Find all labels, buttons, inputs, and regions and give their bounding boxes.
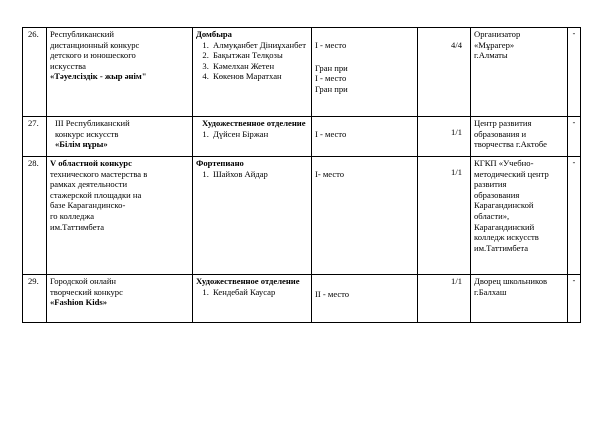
event-line: искусства bbox=[50, 60, 86, 71]
participant-list bbox=[196, 40, 308, 82]
place: II - место bbox=[315, 289, 350, 299]
place: Гран при bbox=[315, 83, 348, 94]
event-line: им.Таттимбета bbox=[50, 221, 105, 232]
organizer-cell bbox=[471, 157, 568, 275]
participants-cell bbox=[193, 275, 312, 323]
place: I - место bbox=[315, 40, 347, 50]
note-cell: - bbox=[568, 28, 581, 117]
event-title: «Тәуелсіздік - жыр әнім" bbox=[50, 71, 147, 82]
department-label: Художественное отделение bbox=[202, 118, 306, 128]
table-row bbox=[23, 117, 581, 157]
place-cell bbox=[312, 28, 418, 117]
event-title: «Білім нұры» bbox=[55, 139, 108, 150]
participant: 1. Кендебай Каусар bbox=[211, 287, 308, 298]
participant: 1. Дүйсен Біржан bbox=[211, 129, 308, 140]
count-cell bbox=[418, 275, 471, 323]
participant: 2. Бақытжан Телқозы bbox=[211, 50, 308, 61]
place-cell bbox=[312, 117, 418, 157]
participant: 1. Алмуқанбет Діниұханбет bbox=[211, 40, 308, 51]
note-cell: - bbox=[568, 275, 581, 323]
event-line: детского и юношеского bbox=[50, 50, 136, 61]
event-line: базе Карагандинско- bbox=[50, 200, 126, 211]
participants-cell bbox=[193, 28, 312, 117]
event-cell bbox=[47, 117, 193, 157]
participants-cell bbox=[193, 117, 312, 157]
row-number: 29. bbox=[23, 275, 47, 323]
participant: 1. Шайхов Айдар bbox=[211, 169, 308, 180]
organizer-line: колледж искусств bbox=[474, 232, 539, 243]
row-number: 27. bbox=[23, 117, 47, 157]
row-number: 26. bbox=[23, 28, 47, 117]
participant-list bbox=[196, 169, 308, 180]
place: Гран при bbox=[315, 62, 348, 73]
organizer-line: им.Таттимбета bbox=[474, 242, 529, 253]
event-cell bbox=[47, 157, 193, 275]
count-cell bbox=[418, 117, 471, 157]
results-table bbox=[22, 27, 581, 323]
place: I - место bbox=[315, 73, 347, 84]
organizer-line: образования и bbox=[474, 128, 527, 139]
participant-list bbox=[196, 287, 308, 298]
event-title: «Fashion Kids» bbox=[50, 297, 108, 308]
note-cell: - bbox=[568, 117, 581, 157]
event-line: Городской онлайн bbox=[50, 276, 117, 286]
participants-cell bbox=[193, 157, 312, 275]
organizer-line: Карагандинский bbox=[474, 221, 535, 232]
department-label: Фортепиано bbox=[196, 158, 244, 168]
place: I - место bbox=[315, 129, 347, 139]
organizer-line: образования bbox=[474, 189, 520, 200]
place: I- место bbox=[315, 169, 345, 179]
table-row bbox=[23, 275, 581, 323]
organizer-line: развития bbox=[474, 179, 507, 190]
count-cell bbox=[418, 157, 471, 275]
event-line: рамках деятельности bbox=[50, 179, 128, 190]
row-number: 28. bbox=[23, 157, 47, 275]
event-line: Республиканский bbox=[50, 29, 114, 39]
count-value: 4/4 bbox=[451, 40, 462, 50]
count-cell bbox=[418, 28, 471, 117]
place-cell bbox=[312, 275, 418, 323]
table-row bbox=[23, 28, 581, 117]
event-cell bbox=[47, 28, 193, 117]
organizer-line: Карагандинской bbox=[474, 200, 534, 211]
organizer-line: Дворец школьников bbox=[474, 276, 548, 286]
organizer-cell bbox=[471, 275, 568, 323]
participant-list bbox=[196, 129, 308, 140]
organizer-line: г.Балхаш bbox=[474, 286, 507, 297]
event-cell bbox=[47, 275, 193, 323]
department-label: Домбыра bbox=[196, 29, 232, 39]
event-line: конкурс искусств bbox=[55, 128, 119, 139]
organizer-line: области», bbox=[474, 210, 510, 221]
department-label: Художественное отделение bbox=[196, 276, 300, 286]
event-line: III Республиканский bbox=[55, 118, 130, 128]
place-cell bbox=[312, 157, 418, 275]
organizer-line: методический центр bbox=[474, 168, 549, 179]
event-title: V областной конкурс bbox=[50, 158, 132, 168]
note-cell: - bbox=[568, 157, 581, 275]
organizer-line: «Мұрагер» bbox=[474, 39, 515, 50]
organizer-line: г.Алматы bbox=[474, 50, 508, 61]
organizer-line: Центр развития bbox=[474, 118, 532, 128]
organizer-line: КГКП «Учебно- bbox=[474, 158, 534, 168]
participant: 3. Кәмелхан Жетен bbox=[211, 61, 308, 72]
event-line: дистанционный конкурс bbox=[50, 39, 140, 50]
count-value: 1/1 bbox=[451, 127, 462, 137]
organizer-line: Организатор bbox=[474, 29, 521, 39]
event-line: творческий конкурс bbox=[50, 286, 123, 297]
event-line: технического мастерства в bbox=[50, 168, 148, 179]
organizer-line: творчества г.Актобе bbox=[474, 139, 547, 150]
event-line: го колледжа bbox=[50, 210, 95, 221]
organizer-cell bbox=[471, 117, 568, 157]
organizer-cell bbox=[471, 28, 568, 117]
event-line: стажерской площадки на bbox=[50, 189, 142, 200]
count-value: 1/1 bbox=[451, 167, 462, 177]
count-value: 1/1 bbox=[451, 276, 462, 286]
participant: 4. Көкенов Маратхан bbox=[211, 71, 308, 82]
table-row bbox=[23, 157, 581, 275]
